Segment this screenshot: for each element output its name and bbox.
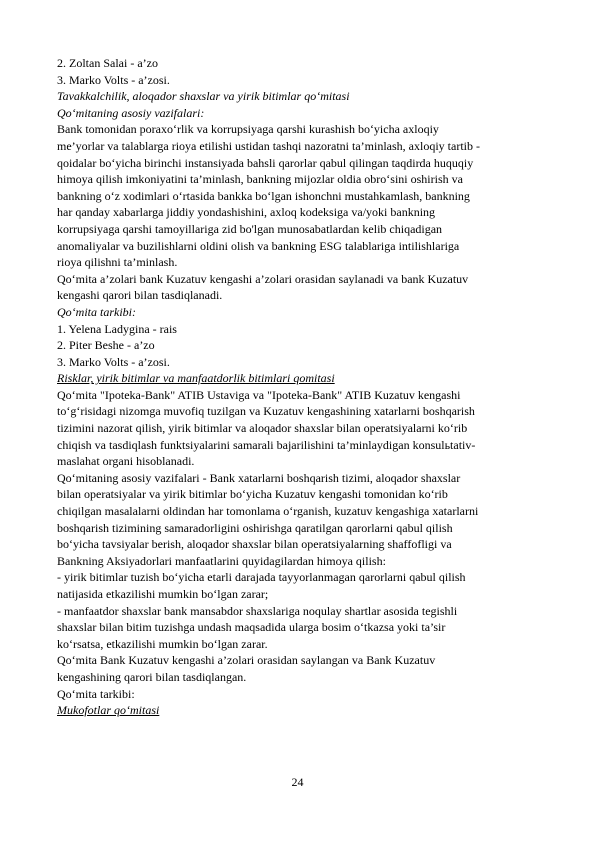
paragraph-line: Qo‘mita Bank Kuzatuv kengashi a’zolari orasidan saylangan va Bank Kuzatuv (57, 653, 436, 668)
list-item: 2. Piter Beshe - a’zo (57, 338, 155, 353)
paragraph-line: himoya qilish imkoniyatini ta’minlash, bankning mijozlar oldia obro‘sini oshirish va (57, 172, 463, 187)
paragraph-line: to‘g‘risidagi nizomga muvofiq tuzilgan va Kuzatuv kengashining xatarlarni boshqarish (57, 404, 475, 419)
paragraph-line: ko‘rsatsa, etkazilishi mumkin bo‘lgan zarar. (57, 636, 268, 651)
paragraph-line: qoidalar bo‘yicha birinchi instansiyada bahsli qarorlar qabul qilingan taqdirda huquqiy (57, 155, 474, 170)
list-item: 1. Yelena Ladygina - rais (57, 321, 177, 336)
section-heading: Risklar, yirik bitimlar va manfaatdorlik bitimlari qomitasi (57, 371, 335, 386)
paragraph-line: me’yorlar va talablarga rioya etilishi ustidan tashqi nazoratni ta’minlash, axloqiy tartib - (57, 138, 480, 153)
paragraph-line: chiqish va tasdiqlash funktsiyalarini samarali bajarilishini ta’minlaydigan konsulьtativ- (57, 437, 476, 452)
paragraph-line: Bank tomonidan poraxo‘rlik va korrupsiyaga qarshi kurashish bo‘yicha axloqiy (57, 122, 439, 137)
paragraph-line: boshqarish tizimining samaradorligini oshirishga qaratilgan qarorlarni qabul qilish (57, 520, 453, 535)
list-item: 2. Zoltan Salai - a’zo (57, 56, 158, 70)
paragraph-line: rioya qilishni ta’minlash. (57, 255, 178, 270)
paragraph-line: kengashi qarori bilan tasdiqlanadi. (57, 288, 223, 303)
paragraph-line: korrupsiyaga qarshi tamoyillariga zid bo'lgan munosabatlardan kelib chiqadigan (57, 221, 443, 236)
list-item: 3. Marko Volts - a’zosi. (57, 72, 170, 87)
page-number: 24 (291, 775, 304, 789)
paragraph-line: maslahat organi hisoblanadi. (57, 454, 195, 469)
subheading: Qo‘mita tarkibi: (57, 304, 136, 319)
paragraph-line: anomaliyalar va buzilishlarni oldini olish va bankning ESG talablariga intilishlariga (57, 238, 460, 253)
paragraph-line: natijasida etkazilishi mumkin bo‘lgan zarar; (57, 587, 269, 601)
paragraph-line: Qo‘mita a’zolari bank Kuzatuv kengashi a’zolari orasidan saylanadi va bank Kuzatuv (57, 271, 469, 286)
subheading: Qo‘mitaning asosiy vazifalari: (57, 105, 205, 120)
paragraph-line: bankning o‘z xodimlari o‘rtasida bankka bo‘lgan ishonchni mustahkamlash, bankning (57, 188, 470, 203)
paragraph-line: chiqilgan masalalarni oldindan har tomonlama o‘rganish, kuzatuv kengashiga xatarlarni (57, 504, 479, 519)
paragraph-line: kengashining qarori bilan tasdiqlangan. (57, 669, 247, 684)
document-page (57, 55, 552, 719)
paragraph-line: bilan operatsiyalar va yirik bitimlar bo‘yicha Kuzatuv kengashi tomonidan ko‘rib (57, 487, 448, 502)
paragraph-line: tizimini nazorat qilish, yirik bitimlar va aloqador shaxslar bilan operatsiyalarni ko‘rib (57, 421, 468, 436)
paragraph-line: - manfaatdor shaxslar bank mansabdor shaxslariga noqulay shartlar asosida tegishli (57, 603, 458, 618)
paragraph-line: Bankning Aksiyadorlari manfaatlarini quyidagilardan himoya qilish: (57, 553, 386, 568)
paragraph-line: shaxslar bilan bitim tuzishga undash maqsadida ularga bosim o‘tkazsa yoki ta’sir (57, 620, 446, 635)
paragraph-line: bo‘yicha tavsiyalar berish, aloqador shaxslar bilan operatsiyalarning shaffofligi va (57, 537, 452, 552)
paragraph-line: Qo‘mitaning asosiy vazifalari - Bank xatarlarni boshqarish tizimi, aloqador shaxslar (57, 470, 461, 485)
paragraph-line: har qanday xabarlarga jiddiy yondashishini, axloq kodeksiga va/yoki bankning (57, 205, 436, 220)
subheading: Qo‘mita tarkibi: (57, 686, 135, 701)
section-heading: Tavakkalchilik, aloqador shaxslar va yirik bitimlar qo‘mitasi (57, 89, 350, 104)
paragraph-line: Qo‘mita "Ipoteka-Bank" ATIB Ustaviga va "Ipoteka-Bank" ATIB Kuzatuv kengashi (57, 387, 461, 402)
section-heading: Mukofotlar qo‘mitasi (57, 703, 160, 718)
list-item: 3. Marko Volts - a’zosi. (57, 354, 170, 369)
paragraph-line: - yirik bitimlar tuzish bo‘yicha etarli darajada tayyorlanmagan qarorlarni qabul qilish (57, 570, 466, 585)
